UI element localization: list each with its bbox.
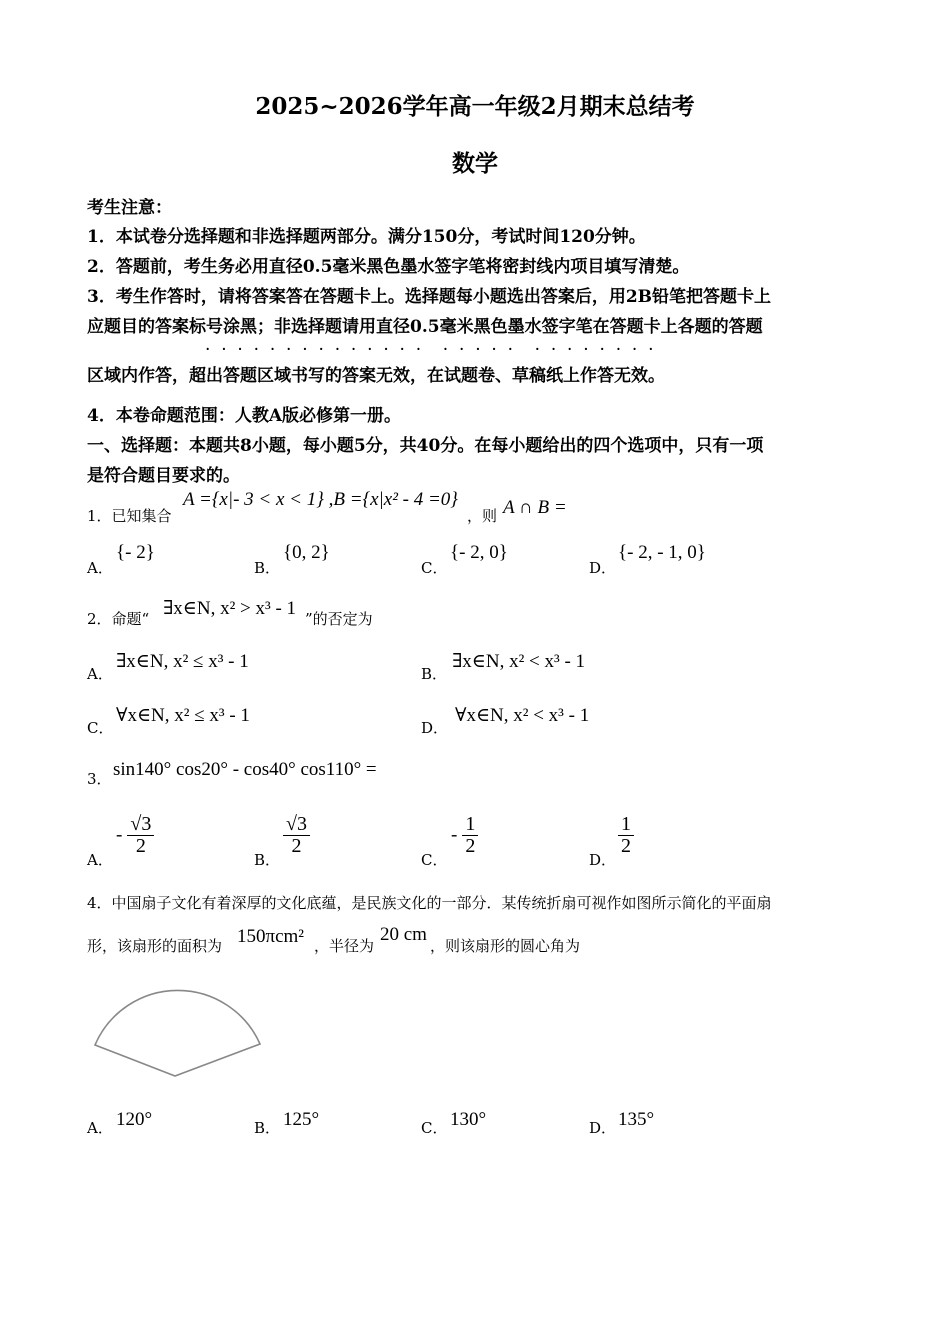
q3-label-d: D． bbox=[589, 851, 617, 869]
q1-prefix: 1．已知集合 bbox=[87, 507, 172, 525]
section-heading-line2: 是符合题目要求的。 bbox=[87, 466, 240, 486]
fraction bbox=[127, 814, 154, 857]
q3-option-a[interactable] bbox=[116, 814, 154, 857]
q4-radius: 20 cm bbox=[380, 924, 427, 945]
notice-item-3-line2: 应题目的答案标号涂黑；非选择题请用直径0.5毫米黑色墨水签字笔在答题卡上各题的答题 bbox=[87, 317, 763, 337]
q1-label-d: D． bbox=[589, 559, 617, 577]
q3-label-c: C． bbox=[421, 851, 448, 869]
fraction bbox=[283, 814, 310, 857]
q2-label-a: A． bbox=[87, 665, 113, 683]
q1-option-b[interactable]: {0, 2} bbox=[283, 542, 330, 563]
q1-suffix: ，则 bbox=[467, 507, 498, 525]
q3-number: 3． bbox=[87, 770, 112, 788]
q2-statement: ∃x∈N, x² > x³ ‐ 1 bbox=[163, 598, 297, 619]
numerator: √3 bbox=[283, 814, 310, 836]
q3-label-a: A． bbox=[87, 851, 113, 869]
q3-option-d[interactable] bbox=[618, 814, 634, 857]
q4-option-a[interactable]: 120° bbox=[116, 1109, 153, 1130]
notice-item-2: 2．答题前，考生务必用直径0.5毫米黑色墨水签字笔将密封线内项目填写清楚。 bbox=[87, 257, 690, 277]
fraction bbox=[618, 814, 634, 857]
q2-prefix: 2．命题“ bbox=[87, 610, 150, 628]
denominator: 2 bbox=[135, 835, 146, 857]
minus-sign: ‐ bbox=[116, 824, 123, 846]
q2-option-b[interactable]: ∃x∈N, x² < x³ ‐ 1 bbox=[452, 651, 586, 672]
q3-expression: sin140° cos20° ‐ cos40° cos110° = bbox=[113, 759, 377, 780]
subject-title: 数学 bbox=[452, 150, 498, 177]
numerator: 1 bbox=[462, 814, 478, 836]
q1-option-a[interactable]: {‐ 2} bbox=[116, 542, 155, 563]
q4-line2-c: ，则该扇形的圆心角为 bbox=[430, 937, 581, 955]
q2-option-d[interactable]: ∀x∈N, x² < x³ ‐ 1 bbox=[455, 705, 590, 726]
q4-option-c[interactable]: 130° bbox=[450, 1109, 487, 1130]
q1-option-c[interactable]: {‐ 2, 0} bbox=[450, 542, 508, 563]
notice-item-1: 1．本试卷分选择题和非选择题两部分。满分150分，考试时间120分钟。 bbox=[87, 227, 646, 247]
q3-label-b: B． bbox=[254, 851, 281, 869]
q2-suffix: ”的否定为 bbox=[305, 610, 373, 628]
q4-option-d[interactable]: 135° bbox=[618, 1109, 655, 1130]
q1-label-b: B． bbox=[254, 559, 281, 577]
q3-option-b[interactable] bbox=[283, 814, 310, 857]
q4-label-d: D． bbox=[589, 1119, 617, 1137]
emphasis-dots: · · · · · · · · · · · · · · · · · · · · · · · · · · · bbox=[205, 340, 654, 360]
q4-line2-b: ，半径为 bbox=[314, 937, 375, 955]
numerator: √3 bbox=[127, 814, 154, 836]
q4-label-a: A． bbox=[87, 1119, 113, 1137]
denominator: 2 bbox=[465, 835, 476, 857]
notice-item-3-line1: 3．考生作答时，请将答案答在答题卡上。选择题每小题选出答案后，用2B铅笔把答题卡上 bbox=[87, 287, 772, 307]
q4-line1: 4．中国扇子文化有着深厚的文化底蕴，是民族文化的一部分．某传统折扇可视作如图所示简化的平面扇 bbox=[87, 894, 772, 912]
q4-area: 150πcm² bbox=[237, 926, 305, 947]
q4-option-b[interactable]: 125° bbox=[283, 1109, 320, 1130]
q4-label-c: C． bbox=[421, 1119, 448, 1137]
q1-option-d[interactable]: {‐ 2, ‐ 1, 0} bbox=[618, 542, 706, 563]
notice-item-3-line3: 区域内作答，超出答题区域书写的答案无效，在试题卷、草稿纸上作答无效。 bbox=[87, 366, 665, 386]
fan-figure bbox=[88, 975, 268, 1085]
minus-sign: ‐ bbox=[451, 824, 458, 846]
q1-label-a: A． bbox=[87, 559, 113, 577]
q1-expression: A ∩ B = bbox=[503, 497, 567, 518]
q2-option-c[interactable]: ∀x∈N, x² ≤ x³ ‐ 1 bbox=[116, 705, 250, 726]
q4-label-b: B． bbox=[254, 1119, 281, 1137]
notice-item-4: 4．本卷命题范围：人教A版必修第一册。 bbox=[87, 406, 402, 426]
q2-label-d: D． bbox=[421, 719, 449, 737]
fraction bbox=[462, 814, 478, 857]
denominator: 2 bbox=[291, 835, 302, 857]
numerator: 1 bbox=[618, 814, 634, 836]
notice-heading: 考生注意： bbox=[87, 198, 172, 218]
q2-label-c: C． bbox=[87, 719, 114, 737]
q4-line2-a: 形，该扇形的面积为 bbox=[87, 937, 223, 955]
q2-label-b: B． bbox=[421, 665, 448, 683]
q3-option-c[interactable] bbox=[451, 814, 478, 857]
exam-title: 2025~2026学年高一年级2月期末总结考 bbox=[255, 93, 695, 120]
q2-option-a[interactable]: ∃x∈N, x² ≤ x³ ‐ 1 bbox=[116, 651, 249, 672]
section-heading-line1: 一、选择题：本题共8小题，每小题5分，共40分。在每小题给出的四个选项中，只有一项 bbox=[87, 436, 764, 456]
denominator: 2 bbox=[621, 835, 631, 857]
q1-set-definition: A ={x|‐ 3 < x < 1} ,B ={x|x² ‐ 4 =0} bbox=[183, 489, 458, 510]
q1-label-c: C． bbox=[421, 559, 448, 577]
